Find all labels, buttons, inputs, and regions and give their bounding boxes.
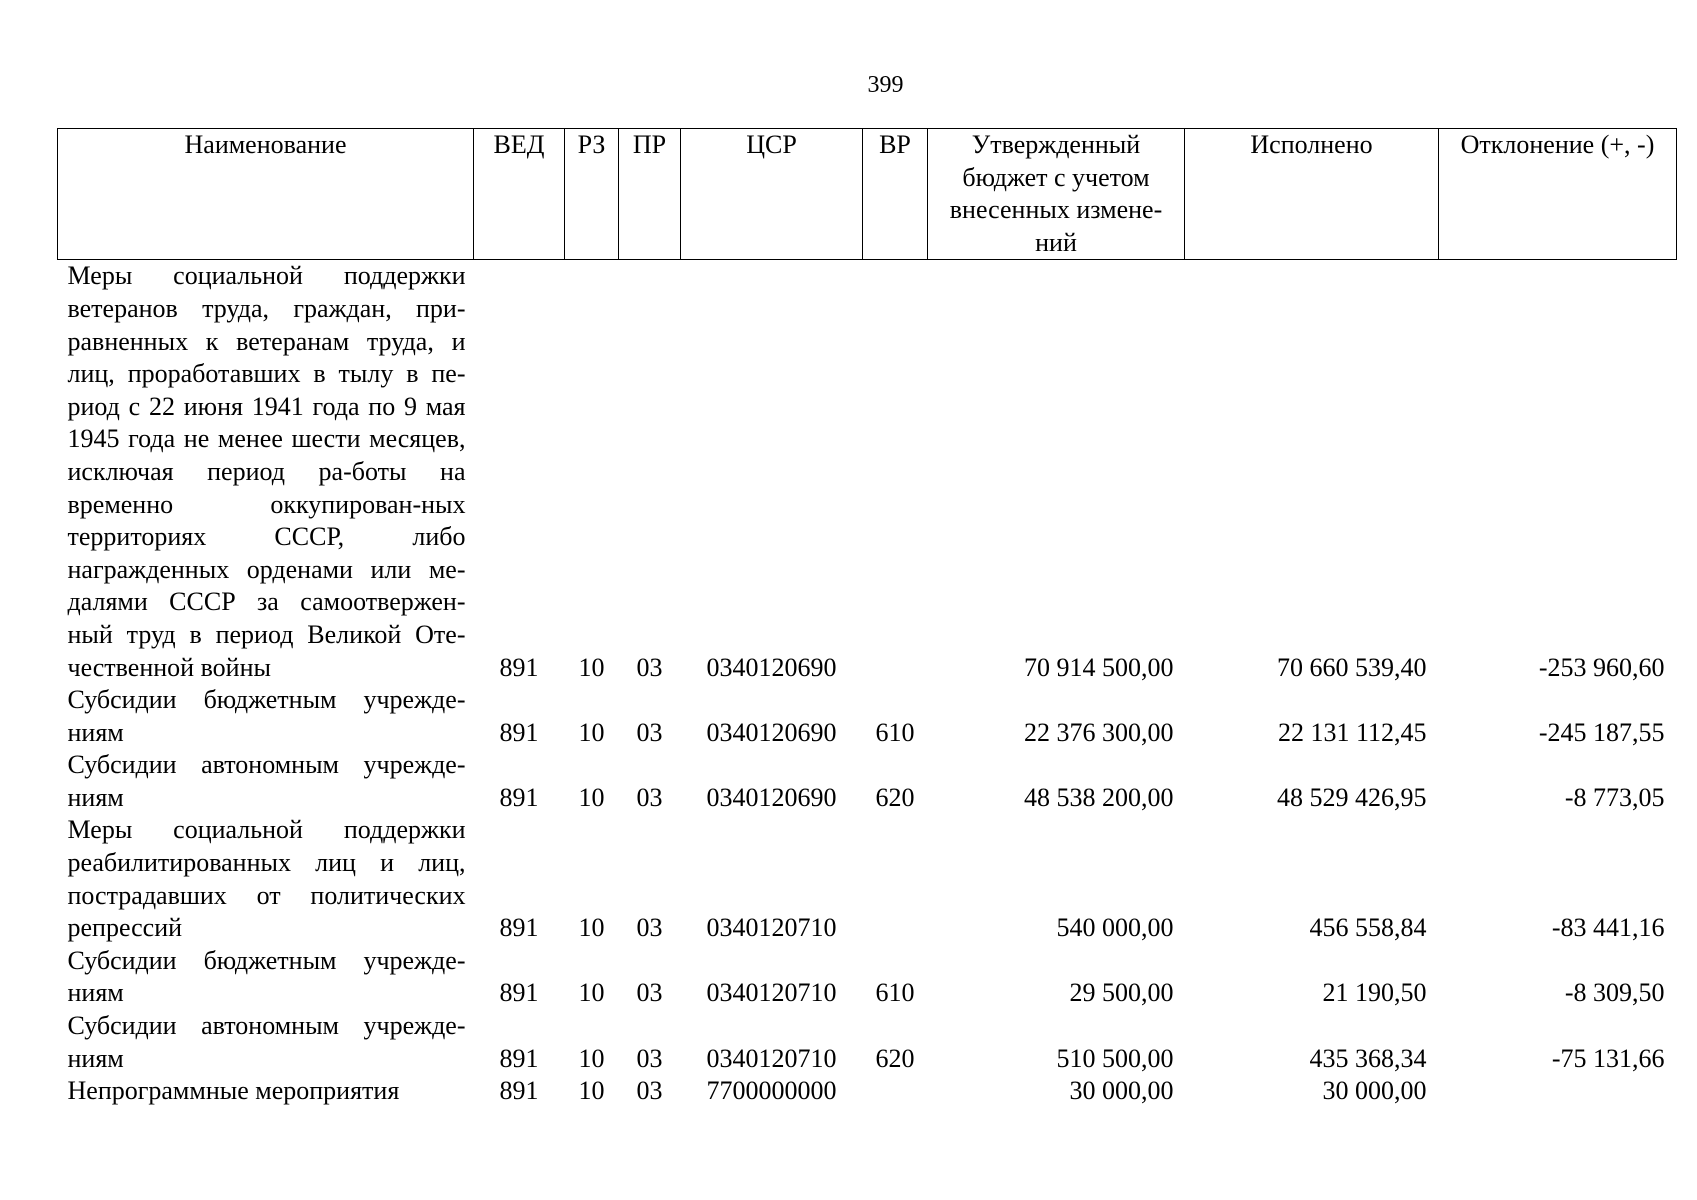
row-pr: 03	[636, 652, 663, 682]
row-pr: 03	[636, 913, 663, 943]
row-budget: 540 000,00	[1056, 913, 1174, 943]
row-budget: 22 376 300,00	[1024, 717, 1174, 747]
row-ved: 891	[499, 913, 539, 943]
row-name: Субсидии бюджетным учрежде-ниям	[67, 685, 466, 747]
row-ved: 891	[499, 1076, 539, 1106]
table-header	[58, 129, 1677, 260]
row-ved: 891	[499, 978, 539, 1008]
header-vr: ВР	[863, 129, 928, 260]
header-budget: Утвержденный бюджет с учетом внесенных измене-ний	[928, 129, 1185, 260]
row-rz: 10	[578, 1076, 605, 1106]
row-done: 70 660 539,40	[1277, 652, 1427, 682]
row-rz: 10	[578, 652, 605, 682]
row-rz: 10	[578, 1043, 605, 1073]
table-body	[58, 260, 1677, 1108]
row-ved: 891	[499, 652, 539, 682]
row-ved: 891	[499, 782, 539, 812]
table-row	[58, 945, 1677, 1010]
budget-table	[57, 128, 1677, 1108]
row-budget: 510 500,00	[1056, 1043, 1174, 1073]
header-rz: РЗ	[565, 129, 619, 260]
header-csr: ЦСР	[681, 129, 863, 260]
row-csr: 0340120690	[706, 717, 837, 747]
row-name: Меры социальной поддержки ветеранов труда, граждан, при-равненных к ветеранам труда, и лиц, проработавших в тылу в пе-риод с 22 июня 1941 года по 9 мая 1945 года не менее шести месяцев, исключая период ра-боты на временно оккупирован-ных территориях СССР, либо награжденных орденами или ме-далями СССР за самоотвержен-ный труд в период Великой Оте-чественной войны	[67, 261, 466, 682]
row-budget: 48 538 200,00	[1024, 782, 1174, 812]
row-budget: 70 914 500,00	[1024, 652, 1174, 682]
row-vr	[863, 1075, 928, 1108]
row-rz: 10	[578, 717, 605, 747]
row-rz: 10	[578, 978, 605, 1008]
row-vr: 610	[875, 717, 915, 747]
row-csr: 0340120690	[706, 782, 837, 812]
row-vr	[863, 814, 928, 944]
row-deviation	[1439, 1075, 1677, 1108]
row-name: Субсидии автономным учрежде-ниям	[67, 750, 466, 812]
row-ved: 891	[499, 1043, 539, 1073]
table-row	[58, 260, 1677, 684]
row-pr: 03	[636, 782, 663, 812]
row-vr: 610	[875, 978, 915, 1008]
row-vr: 620	[875, 1043, 915, 1073]
row-csr: 0340120710	[706, 913, 837, 943]
row-done: 22 131 112,45	[1277, 717, 1427, 747]
header-pr: ПР	[619, 129, 681, 260]
header-deviation: Отклонение (+, -)	[1439, 129, 1677, 260]
row-pr: 03	[636, 717, 663, 747]
row-csr: 0340120690	[706, 652, 837, 682]
table-row	[58, 814, 1677, 944]
row-budget: 30 000,00	[1069, 1076, 1174, 1106]
row-done: 456 558,84	[1309, 913, 1427, 943]
row-deviation: -245 187,55	[1538, 717, 1665, 747]
row-csr: 0340120710	[706, 978, 837, 1008]
row-name: Субсидии автономным учрежде-ниям	[67, 1011, 466, 1073]
row-deviation: -8 773,05	[1564, 782, 1665, 812]
row-name: Меры социальной поддержки реабилитированных лиц и лиц, пострадавших от политических репрессий	[67, 815, 466, 943]
header-name: Наименование	[58, 129, 474, 260]
row-pr: 03	[636, 978, 663, 1008]
row-name: Непрограммные мероприятия	[67, 1076, 400, 1106]
page-number: 399	[867, 72, 904, 98]
table-row	[58, 1010, 1677, 1075]
row-done: 48 529 426,95	[1277, 782, 1427, 812]
row-csr: 0340120710	[706, 1043, 837, 1073]
row-rz: 10	[578, 913, 605, 943]
table-row	[58, 1075, 1677, 1108]
table-row	[58, 749, 1677, 814]
row-done: 30 000,00	[1322, 1076, 1427, 1106]
header-done: Исполнено	[1185, 129, 1439, 260]
row-pr: 03	[636, 1043, 663, 1073]
row-deviation: -83 441,16	[1551, 913, 1665, 943]
row-deviation: -8 309,50	[1564, 978, 1665, 1008]
table-row	[58, 684, 1677, 749]
row-pr: 03	[636, 1076, 663, 1106]
row-rz: 10	[578, 782, 605, 812]
row-vr: 620	[875, 782, 915, 812]
row-budget: 29 500,00	[1069, 978, 1174, 1008]
row-deviation: -75 131,66	[1551, 1043, 1665, 1073]
header-ved: ВЕД	[474, 129, 565, 260]
row-ved: 891	[499, 717, 539, 747]
row-done: 435 368,34	[1309, 1043, 1427, 1073]
row-name: Субсидии бюджетным учрежде-ниям	[67, 945, 466, 1008]
row-vr	[863, 260, 928, 684]
row-csr: 7700000000	[706, 1076, 837, 1106]
row-done: 21 190,50	[1322, 978, 1427, 1008]
row-deviation: -253 960,60	[1538, 652, 1665, 682]
